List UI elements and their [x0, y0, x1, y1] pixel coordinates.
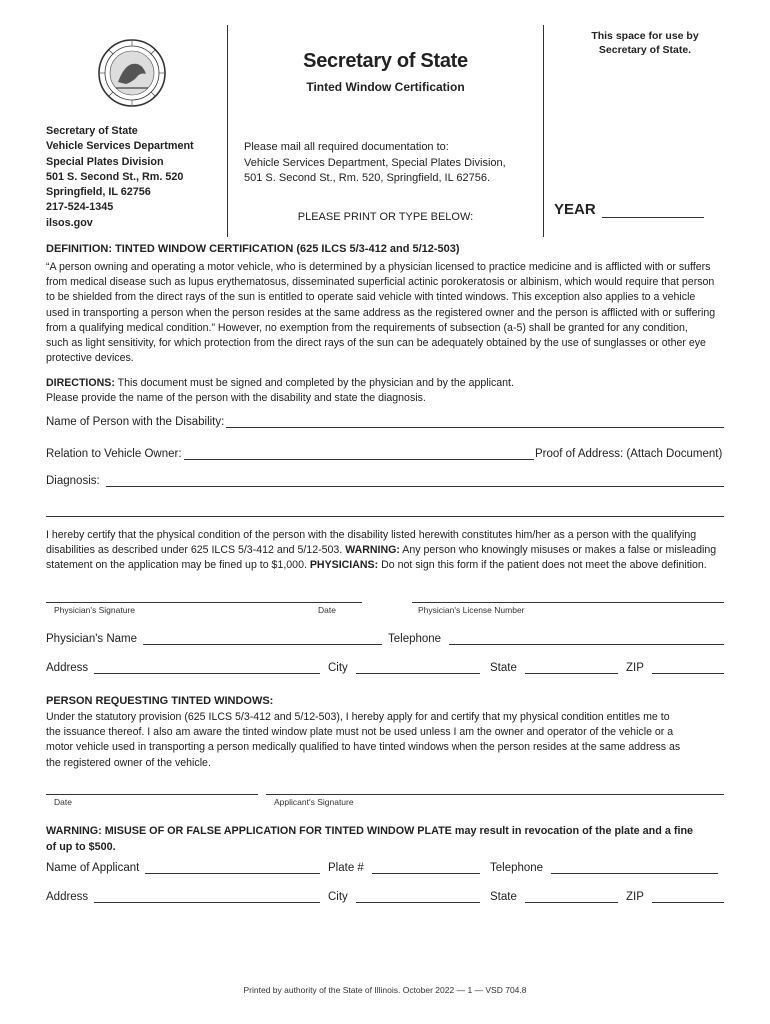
diagnosis-field[interactable]: Diagnosis: — [46, 474, 724, 487]
office-title: Secretary of State — [303, 50, 468, 72]
physician-license-line[interactable] — [412, 602, 724, 603]
physician-zip-field[interactable]: ZIP — [626, 661, 724, 674]
applicant-date-line[interactable] — [46, 794, 258, 795]
mail-instructions: Please mail all required documentation to: Vehicle Services Department, Special Plates Division, 501 S. Second St., Rm. 520, Springfield, IL 62756. — [244, 141, 506, 184]
form-title: Tinted Window Certification — [306, 80, 465, 94]
directions: DIRECTIONS: This document must be signed and completed by the physician and by the applicant. Please provide the name of the person with the disability and state the diagnosis. — [46, 377, 514, 405]
applicant-signature-caption: Applicant's Signature — [274, 797, 354, 807]
applicant-state-field[interactable]: State — [490, 890, 618, 903]
applicant-city-field[interactable]: City — [328, 890, 480, 903]
physician-address-field[interactable]: Address — [46, 661, 320, 674]
applicant-name-field[interactable]: Name of Applicant — [46, 861, 320, 874]
year-field[interactable] — [554, 201, 704, 218]
applicant-section-heading: PERSON REQUESTING TINTED WINDOWS: — [46, 695, 274, 707]
address-block: Secretary of State Vehicle Services Department Special Plates Division 501 S. Second St., Rm. 520 Springfield, IL 62756 217-524-1345 ilsos.gov — [46, 125, 194, 229]
definition-text: “A person owning and operating a motor vehicle, who is determined by a physician licensed to practice medicine and is afflicted with or suffers from medical disease such as lupus erythematosus, disseminated superficial actinic porokeratosis or albinism, which would require that person to be shielded from the direct rays of the sun is entitled to operate said vehicle with tinted windows. This exception also applies to a vehicle used in transporting a person when the person resides at the same address as the registered owner and the person is afflicted with or suffering from a qualifying medical condition.” However, no exemption from the requirements of subsection (a-5) shall be granted for any condition, such as light sensitivity, for which protection from the direct rays of the sun can be adequately obtained by the use of sunglasses or other eye protective devices. — [46, 261, 716, 365]
physician-signature-caption: Physician's Signature — [54, 605, 135, 615]
use-space-note: This space for use by Secretary of State. — [591, 30, 699, 56]
person-name-field[interactable]: Name of Person with the Disability: — [46, 415, 724, 428]
year-label: YEAR — [554, 201, 596, 218]
applicant-date-caption: Date — [54, 797, 72, 807]
definition-heading: DEFINITION: TINTED WINDOW CERTIFICATION (625 ILCS 5/3-412 and 5/12-503) — [46, 243, 460, 255]
diagnosis-line-2[interactable] — [46, 516, 724, 517]
print-instruction: PLEASE PRINT OR TYPE BELOW: — [297, 211, 474, 223]
plate-number-field[interactable]: Plate # — [328, 861, 480, 874]
certification-text: I hereby certify that the physical condition of the person with the disability listed herewith constitutes him/her as a person with the qualifying disabilities as described under 625 ILCS 5/3-412 and 5/12-503. WARNING: Any person who knowingly misuses or makes a false or misleading statement on the application may be fined up to $1,000. PHYSICIANS: Do not sign this form if the patient does not meet the above definition. — [46, 529, 717, 572]
physician-city-field[interactable]: City — [328, 661, 480, 674]
physician-state-field[interactable]: State — [490, 661, 618, 674]
physician-date-caption: Date — [318, 605, 336, 615]
applicant-zip-field[interactable]: ZIP — [626, 890, 724, 903]
applicant-signature-line[interactable] — [266, 794, 724, 795]
applicant-statement: Under the statutory provision (625 ILCS 5/3-412 and 5/12-503), I hereby apply for and certify that my physical condition entitles me to the issuance thereof. I also am aware the tinted window plate must not be used unless I am the owner and operator of the vehicle or a motor vehicle used in transporting a person medically qualified to have tinted windows when the person resides at the same address as the registered owner of the vehicle. — [46, 711, 681, 769]
physician-name-field[interactable]: Physician's Name — [46, 632, 382, 645]
applicant-telephone-field[interactable]: Telephone — [490, 861, 718, 874]
physician-signature-line[interactable] — [46, 602, 362, 603]
footer-note: Printed by authority of the State of Illinois. October 2022 — 1 — VSD 704.8 — [243, 985, 527, 995]
physician-telephone-field[interactable]: Telephone — [388, 632, 724, 645]
proof-of-address-label: Proof of Address: (Attach Document) — [535, 448, 723, 460]
state-seal — [82, 38, 182, 108]
physician-license-caption: Physician's License Number — [418, 605, 525, 615]
applicant-address-field[interactable]: Address — [46, 890, 320, 903]
relation-field[interactable]: Relation to Vehicle Owner: — [46, 447, 534, 460]
warning-text: WARNING: MISUSE OF OR FALSE APPLICATION FOR TINTED WINDOW PLATE may result in revocation of the plate and a fine of up to $500. — [46, 825, 694, 853]
